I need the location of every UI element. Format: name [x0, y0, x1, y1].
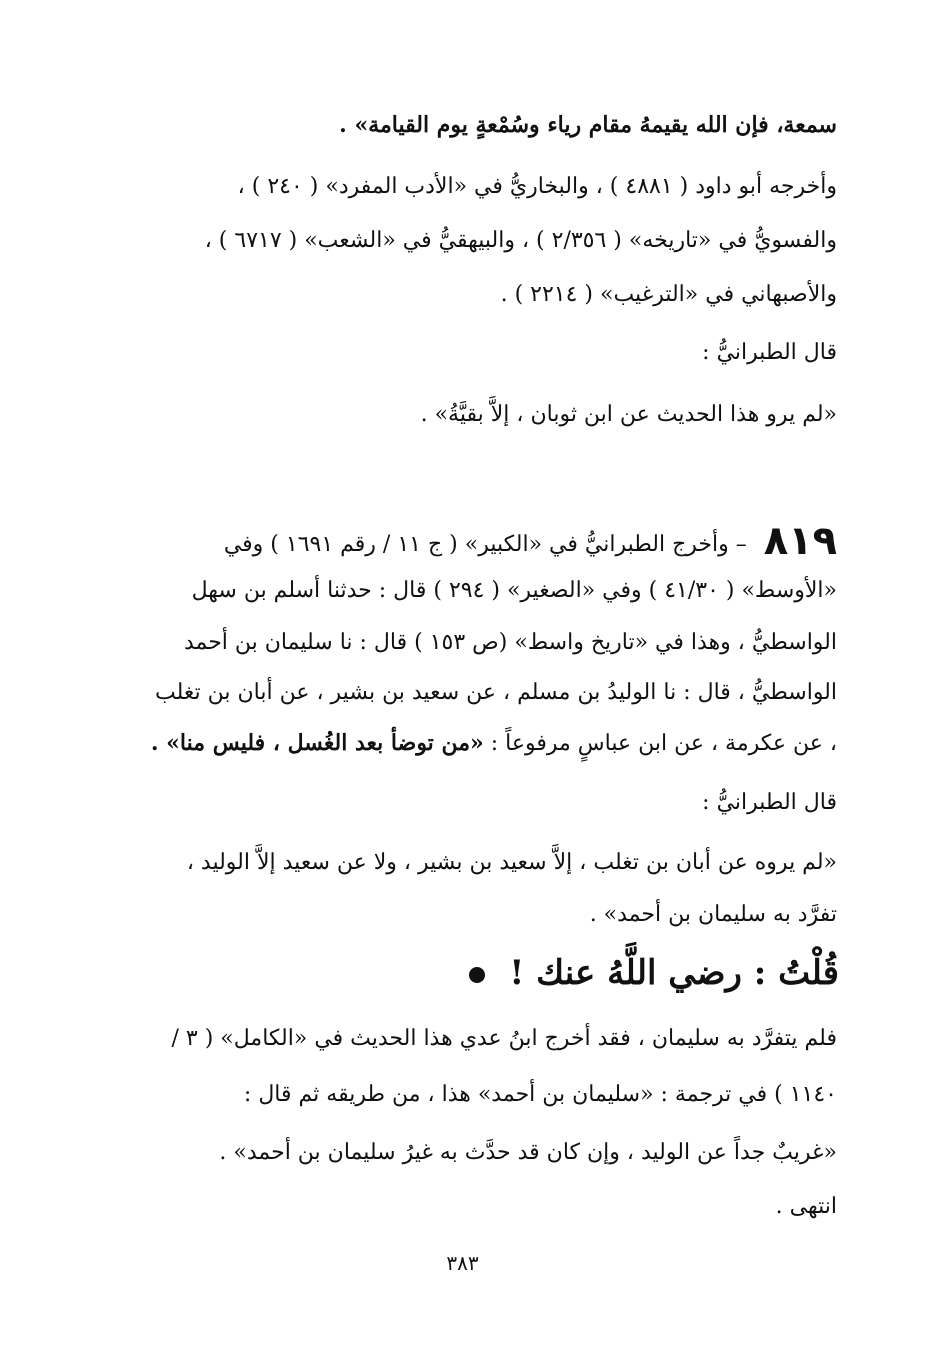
commentary-heading: [469, 948, 839, 998]
text-line-narrator: قال الطبرانيُّ :: [702, 790, 837, 815]
text-line: انتهى .: [775, 1194, 837, 1219]
text-line: فلم يتفرَّد به سليمان ، فقد أخرج ابنُ عدي هذا الحديث في «الكامل» ( ٣ /: [171, 1026, 837, 1051]
text-line-quote: «لم يرو هذا الحديث عن ابن ثوبان ، إلاَّ بقيَّةُ» .: [420, 402, 837, 427]
text-line-bold-continuation: سمعة، فإن الله يقيمهُ مقام رياء وسُمْعةٍ يوم القيامة» .: [339, 112, 837, 138]
chain-text: ، عن عكرمة ، عن ابن عباسٍ مرفوعاً :: [490, 731, 837, 756]
text-line-quote: «لم يروه عن أبان بن تغلب ، إلاَّ سعيد بن بشير ، ولا عن سعيد إلاَّ الوليد ،: [186, 850, 837, 875]
text-line: والأصبهاني في «الترغيب» ( ٢٢١٤ ) .: [500, 282, 837, 307]
hadith-header-text: – وأخرج الطبرانيُّ في «الكبير» ( ج ١١ / رقم ١٦٩١ ) وفي: [223, 532, 747, 557]
text-line-quote: تفرَّد به سليمان بن أحمد» .: [589, 902, 837, 927]
text-line: الواسطيُّ ، وهذا في «تاريخ واسط» (ص ١٥٣ ) قال : نا سليمان بن أحمد: [183, 630, 837, 655]
text-line-narrator: قال الطبرانيُّ :: [702, 340, 837, 365]
heading-text: قُلْتُ : رضي اللَّهُ عنك !: [509, 953, 839, 993]
text-line: والفسويُّ في «تاريخه» ( ٢/٣٥٦ ) ، والبيهقيُّ في «الشعب» ( ٦٧١٧ ) ،: [204, 228, 837, 253]
hadith-number: ٨١٩: [763, 518, 837, 564]
hadith-text-bold: «من توضأ بعد الغُسل ، فليس منا» .: [150, 730, 484, 756]
text-line-quote: «غريبٌ جداً عن الوليد ، وإن كان قد حدَّث به غيرُ سليمان بن أحمد» .: [219, 1140, 837, 1165]
text-line: الواسطيُّ ، قال : نا الوليدُ بن مسلم ، عن سعيد بن بشير ، عن أبان بن تغلب: [155, 680, 837, 705]
hadith-header-line: [223, 518, 837, 564]
text-line: وأخرجه أبو داود ( ٤٨٨١ ) ، والبخاريُّ في «الأدب المفرد» ( ٢٤٠ ) ،: [237, 174, 837, 199]
text-line: ١١٤٠ ) في ترجمة : «سليمان بن أحمد» هذا ، من طريقه ثم قال :: [243, 1082, 837, 1107]
page-number: ٣٨٣: [446, 1251, 479, 1275]
text-line-with-hadith: [151, 726, 837, 761]
bullet-icon: [469, 967, 485, 983]
text-line: «الأوسط» ( ٤١/٣٠ ) وفي «الصغير» ( ٢٩٤ ) قال : حدثنا أسلم بن سهل: [191, 578, 837, 603]
